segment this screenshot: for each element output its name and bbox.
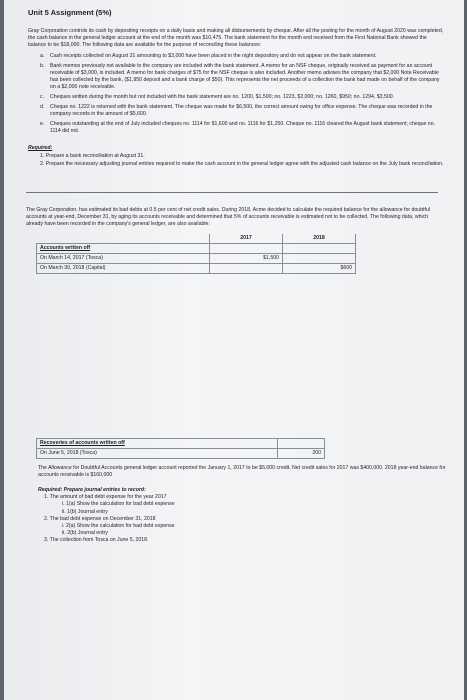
list-item: i. 1(a) Show the calculation for bad debt expense [62, 501, 175, 508]
list-item: 2. Prepare the necessary adjusting journal entries required to make the cash account in the general ledger agree with the adjusted cash balance on the July bank reconciliation. [40, 161, 444, 168]
reconciliation-items [26, 53, 446, 135]
required-heading: Required: [28, 145, 53, 152]
column-header-2018: 2018 [283, 234, 356, 244]
table-label: Accounts written off [37, 244, 210, 254]
list-item: b. Bank memos previously not available to the company are included with the bank statement. A memo for an NSF cheque, originally received as payment for an account receivable of $3,000, is included. A memo for bank charges of $75 for the NSF cheque is also included. Another memo advises the company that $2,000 Note Receivable has been collected by the bank, ($1,950 deposit and a bank charge of $50). This represents the net proceeds of a collection the bank had made on behalf of the company on a $2,000 note receivable. [40, 63, 440, 91]
intro-paragraph: Gray Corporation controls its cash by depositing receipts on a daily basis and making all disbursements by cheque. After all the posting for the month of August 2020 was completed, the cash balance in the general ledger account at the end of the month was $10,475. The bank statement for the month end received from the First National Bank showed the balance to be $18,000. The following data are available for the purpose of reconciling these balances: [28, 28, 444, 49]
list-item: e. Cheques outstanding at the end of July included cheques no. 1114 for $1,600 and no. 1116 for $1,250. Cheque no. 1116 cleared the August bank statement; cheque no. 1114 did not. [40, 121, 436, 135]
list-item: d. Cheque no. 1222 is returned with the bank statement. The cheque was made for $6,500, the correct amount owing for office expense. The cheque was recorded in the company records in the amount of $5,600. [40, 104, 433, 118]
table-row [37, 439, 325, 449]
list-item: c. Cheques written during the month but not included with the bank statement are no. 1200, $1,500; no. 1223, $2,000; no. 1260, $950; no. 1294, $3,500. [40, 94, 395, 101]
list-item: 3. The collection from Tosca on June 5, 2018. [44, 536, 149, 543]
assignment-page [4, 0, 464, 700]
column-header-2017: 2017 [210, 234, 283, 244]
list-item: ii. 2(b) Journal entry [62, 529, 108, 536]
recoveries-table [36, 438, 325, 459]
write-offs-table [36, 234, 356, 274]
required2-heading: Required: Prepare journal entries to record: [38, 487, 146, 494]
page-title: Unit 5 Assignment (5%) [28, 8, 112, 17]
required2-list [38, 487, 446, 543]
table-label: Recoveries of accounts written off [37, 439, 278, 449]
part2-intro: The Gray Corporation. has estimated its bad debts at 0.5 per cent of net credit sales. During 2018, Acme decided to calculate the required balance for the allowance for doubtful accounts at year-end, December 31, by aging its accounts receivable and determined that 5% of accounts receivable is estimated not to be collected. The following data, which already have been recorded in the company's general ledger, are also available: [26, 207, 430, 228]
list-item: ii. 1(b) Journal entry [62, 508, 108, 515]
table-row: On June 5, 2018 (Tosca) 200 [37, 449, 325, 459]
table-row: On March 14, 2017 (Tosca) $1,500 [37, 254, 356, 264]
table-row: On March 30, 2018 (Capital) $600 [37, 264, 356, 274]
list-item: 1. Prepare a bank reconciliation at August 31. [40, 153, 145, 160]
section-divider [26, 192, 438, 193]
list-item: a. Cash receipts collected on August 31 amounting to $3,000 have been placed in the night depository and do not appear on the bank statement. [40, 53, 377, 60]
allowance-note: The Allowance for Doubtful Accounts general ledger account reported the January 1, 2017 to be $5,000 credit. Net credit sales for 2017 was $400,000. 2018 year-end balance for accounts receivable is $160,000 [38, 465, 446, 479]
table-header-row [37, 234, 356, 244]
list-item: 1. The amount of bad debt expense for the year 2017 [44, 494, 167, 501]
table-row [37, 244, 356, 254]
list-item: 2. The bad debt expense on December 31, 2018 [44, 515, 156, 522]
list-item: i. 2(a) Show the calculation for bad debt expense [62, 522, 175, 529]
required-list [40, 153, 446, 168]
